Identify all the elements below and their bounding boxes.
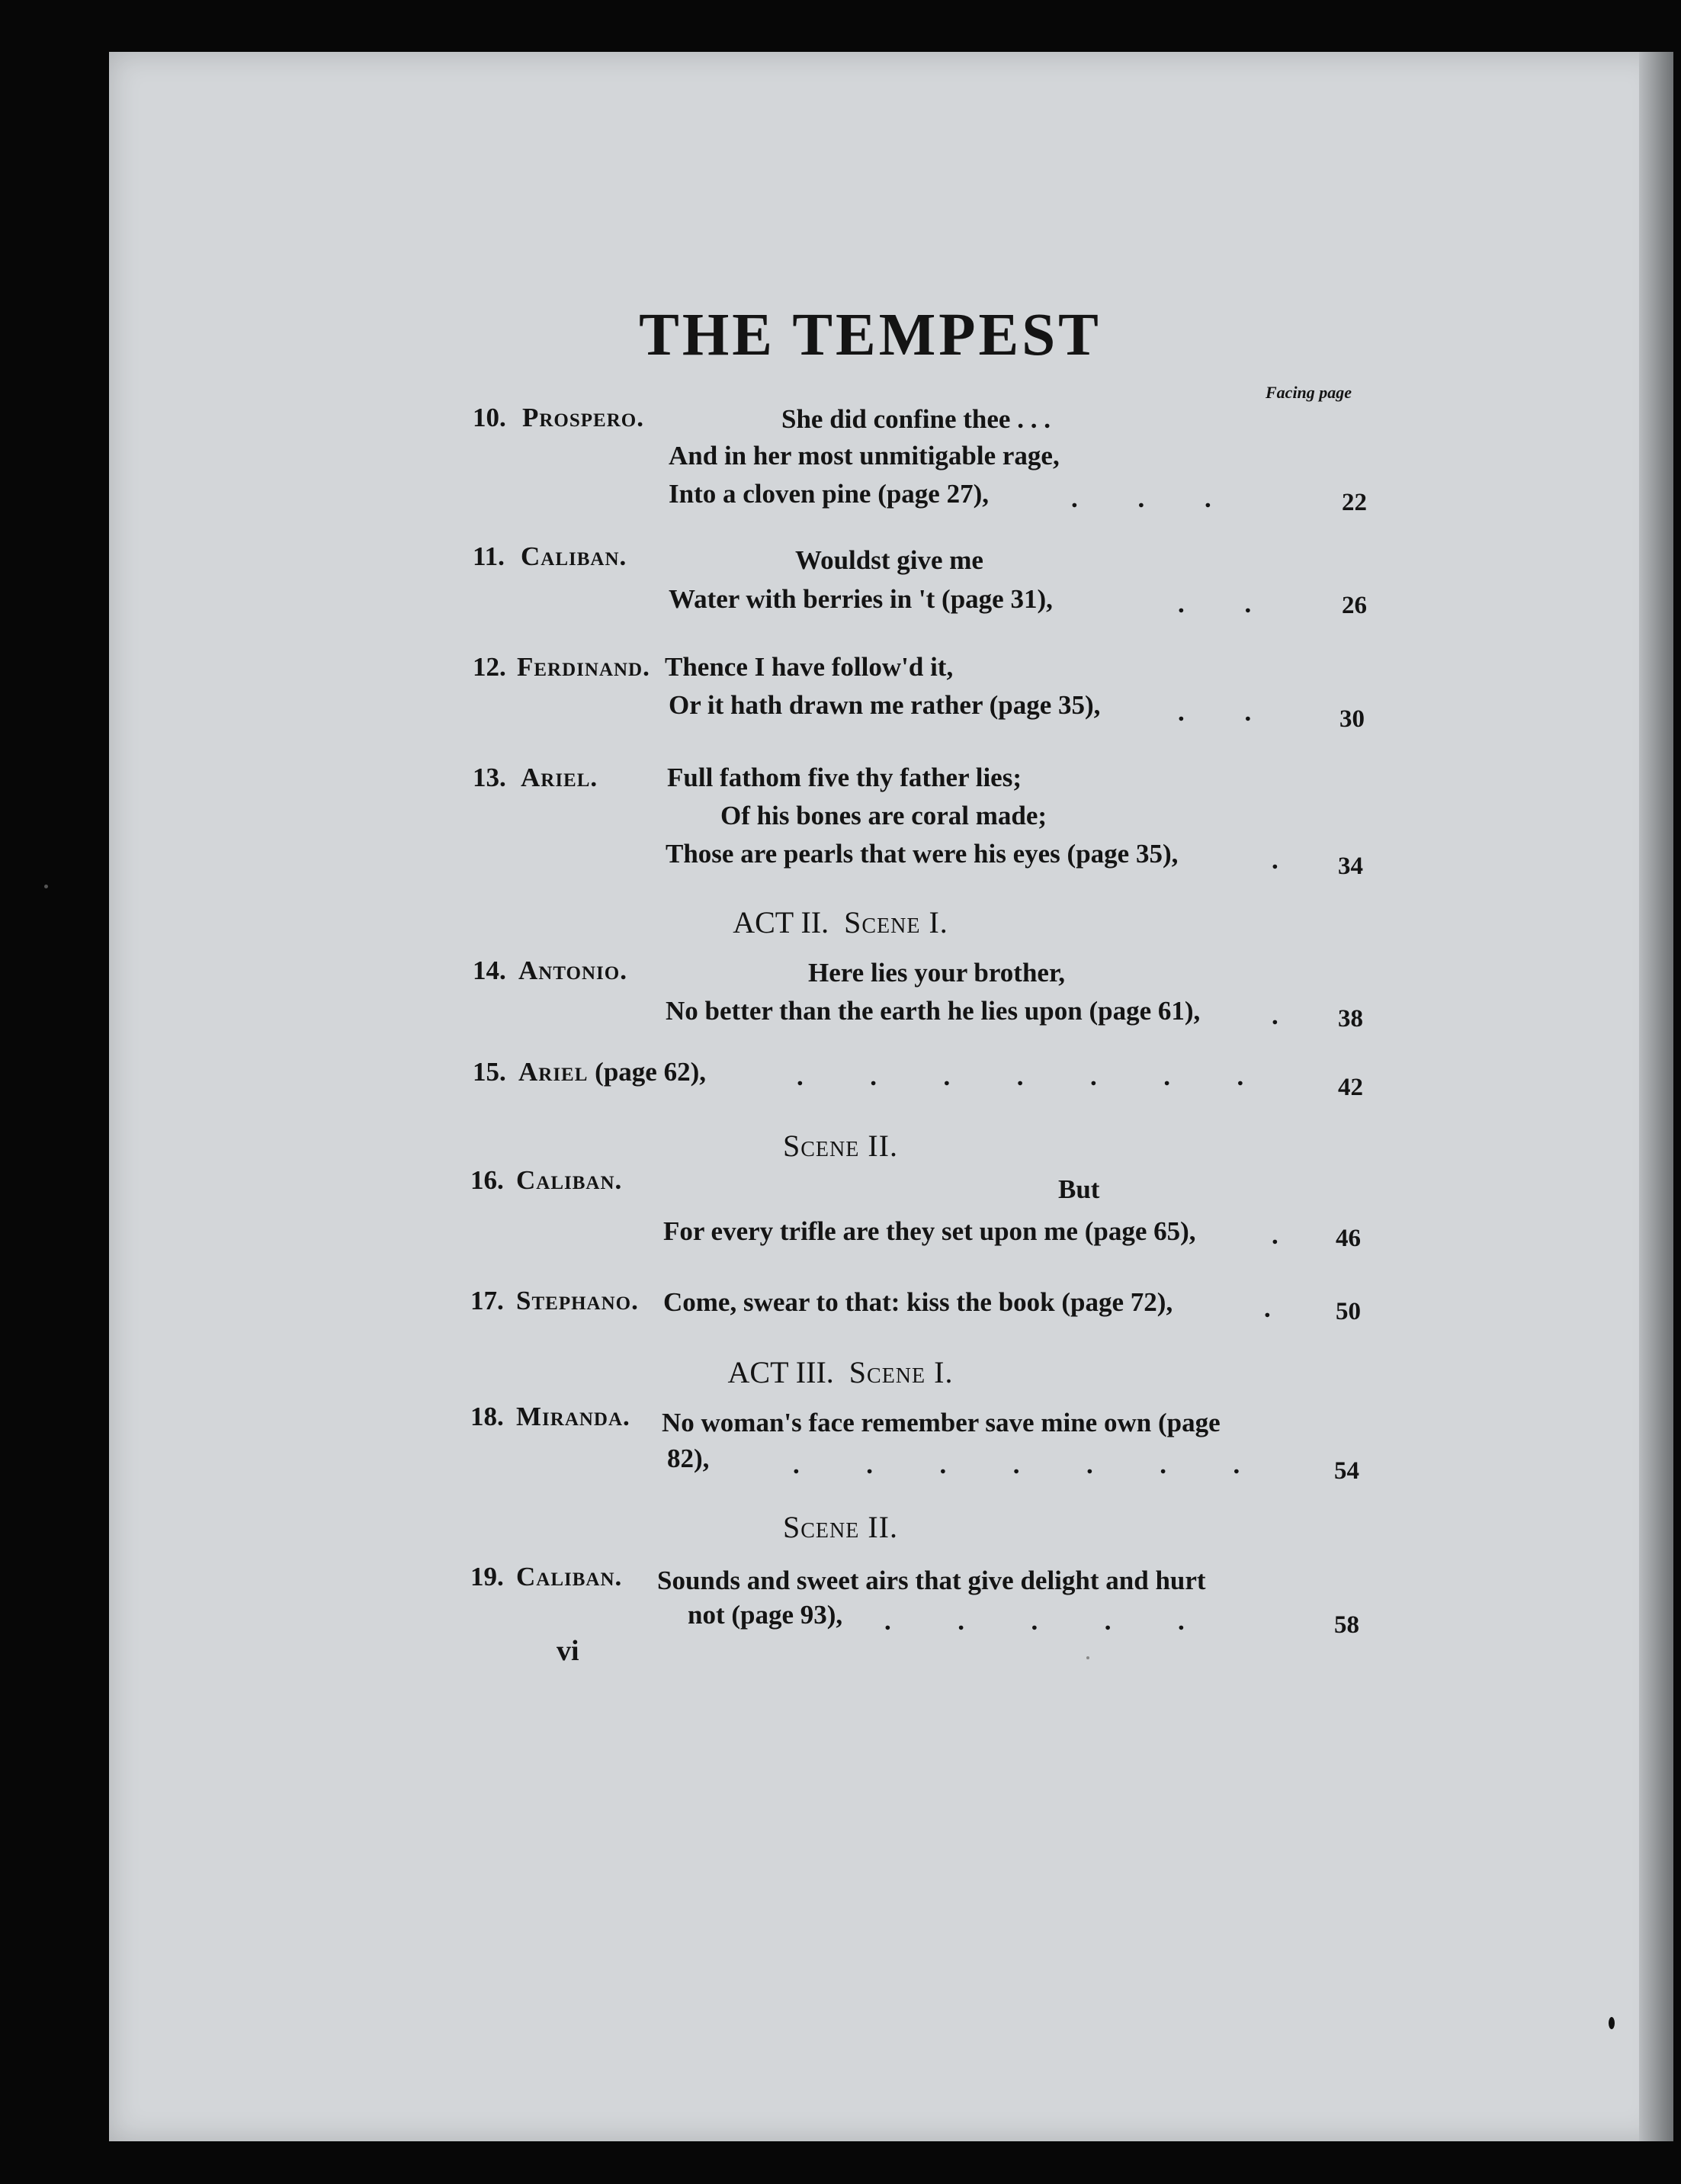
- leader-dots: .: [1272, 845, 1278, 875]
- leader-dots: .: [1272, 1220, 1278, 1250]
- entry-number: 16.: [470, 1165, 504, 1195]
- page-number: 38: [1338, 1005, 1363, 1033]
- entry-speaker: Caliban.: [516, 1165, 623, 1195]
- entry-line: Wouldst give me: [795, 545, 983, 575]
- entry-line: Water with berries in 't (page 31),: [669, 584, 1053, 614]
- entry-line: Those are pearls that were his eyes (page 35),: [666, 839, 1179, 869]
- scan-speck: [44, 885, 48, 888]
- leader-dots: .: [1264, 1293, 1271, 1323]
- entry-number: 17.: [470, 1286, 504, 1315]
- scan-speck: [1086, 1656, 1089, 1659]
- entry-speaker: Antonio.: [518, 956, 627, 985]
- page-number: 26: [1342, 592, 1367, 619]
- entry-speaker: Ferdinand.: [517, 652, 650, 682]
- entry-number: 13.: [473, 763, 506, 792]
- entry-number: 10.: [473, 403, 506, 432]
- entry-line: Here lies your brother,: [808, 958, 1066, 988]
- page-number: 30: [1339, 705, 1365, 733]
- page-number: 58: [1334, 1611, 1359, 1639]
- leader-dots: . . . . . . .: [797, 1061, 1244, 1091]
- leader-dots: . . .: [1071, 483, 1211, 513]
- entry-line: Full fathom five thy father lies;: [667, 763, 1022, 792]
- scene-heading: Scene II.: [783, 1510, 898, 1544]
- entry-line: Come, swear to that: kiss the book (page 72),: [663, 1287, 1173, 1317]
- entry-line: She did confine thee . . .: [781, 404, 1051, 434]
- page-title: THE TEMPEST: [639, 302, 1102, 368]
- page-number: 34: [1338, 853, 1363, 880]
- entry-speaker: Caliban.: [516, 1562, 623, 1591]
- page-number: 22: [1342, 489, 1367, 516]
- entry-line: No better than the earth he lies upon (page 61),: [666, 996, 1201, 1026]
- leader-dots: . . . . . . .: [793, 1450, 1240, 1479]
- page-number: 42: [1338, 1074, 1363, 1101]
- page-number: 54: [1334, 1457, 1359, 1485]
- entry-line: Or it hath drawn me rather (page 35),: [669, 690, 1101, 720]
- scan-speck: [1609, 2017, 1615, 2029]
- entry-number: 11.: [473, 541, 505, 571]
- entry-number: 15.: [473, 1057, 506, 1087]
- entry-line: 82),: [667, 1444, 710, 1473]
- entry-speaker: Miranda.: [516, 1402, 630, 1431]
- leader-dots: . . . . .: [884, 1606, 1185, 1636]
- entry-line: Sounds and sweet airs that give delight and hurt: [657, 1566, 1206, 1595]
- entry-number: 19.: [470, 1562, 504, 1591]
- scene-heading: Scene II.: [783, 1129, 898, 1163]
- leader-dots: . .: [1178, 589, 1252, 618]
- facing-page-label: Facing page: [1266, 383, 1352, 402]
- act-heading: ACT III. Scene I.: [727, 1355, 954, 1389]
- entry-number: 18.: [470, 1402, 504, 1431]
- act-heading: ACT II. Scene I.: [733, 905, 948, 939]
- entry-line: And in her most unmitigable rage,: [669, 441, 1060, 471]
- entry-line: But: [1058, 1174, 1100, 1204]
- entry-number: 12.: [473, 652, 506, 682]
- leader-dots: .: [1272, 1000, 1278, 1030]
- folio-number: vi: [557, 1635, 579, 1667]
- entry-line: Of his bones are coral made;: [720, 801, 1047, 830]
- entry-speaker-line: Ariel (page 62),: [518, 1057, 706, 1087]
- entry-line: No woman's face remember save mine own (page: [662, 1408, 1221, 1437]
- entry-number: 14.: [473, 956, 506, 985]
- entry-speaker: Ariel.: [521, 763, 598, 792]
- leader-dots: . .: [1178, 697, 1252, 727]
- entry-speaker: Prospero.: [522, 403, 644, 432]
- entry-speaker: Caliban.: [521, 541, 627, 571]
- entry-speaker: Stephano.: [516, 1286, 639, 1315]
- entry-line: Thence I have follow'd it,: [665, 652, 954, 682]
- entry-line: Into a cloven pine (page 27),: [669, 479, 989, 509]
- entry-line: For every trifle are they set upon me (page 65),: [663, 1216, 1196, 1246]
- entry-line: not (page 93),: [688, 1600, 843, 1630]
- page-number: 50: [1336, 1298, 1361, 1325]
- page-number: 46: [1336, 1225, 1361, 1252]
